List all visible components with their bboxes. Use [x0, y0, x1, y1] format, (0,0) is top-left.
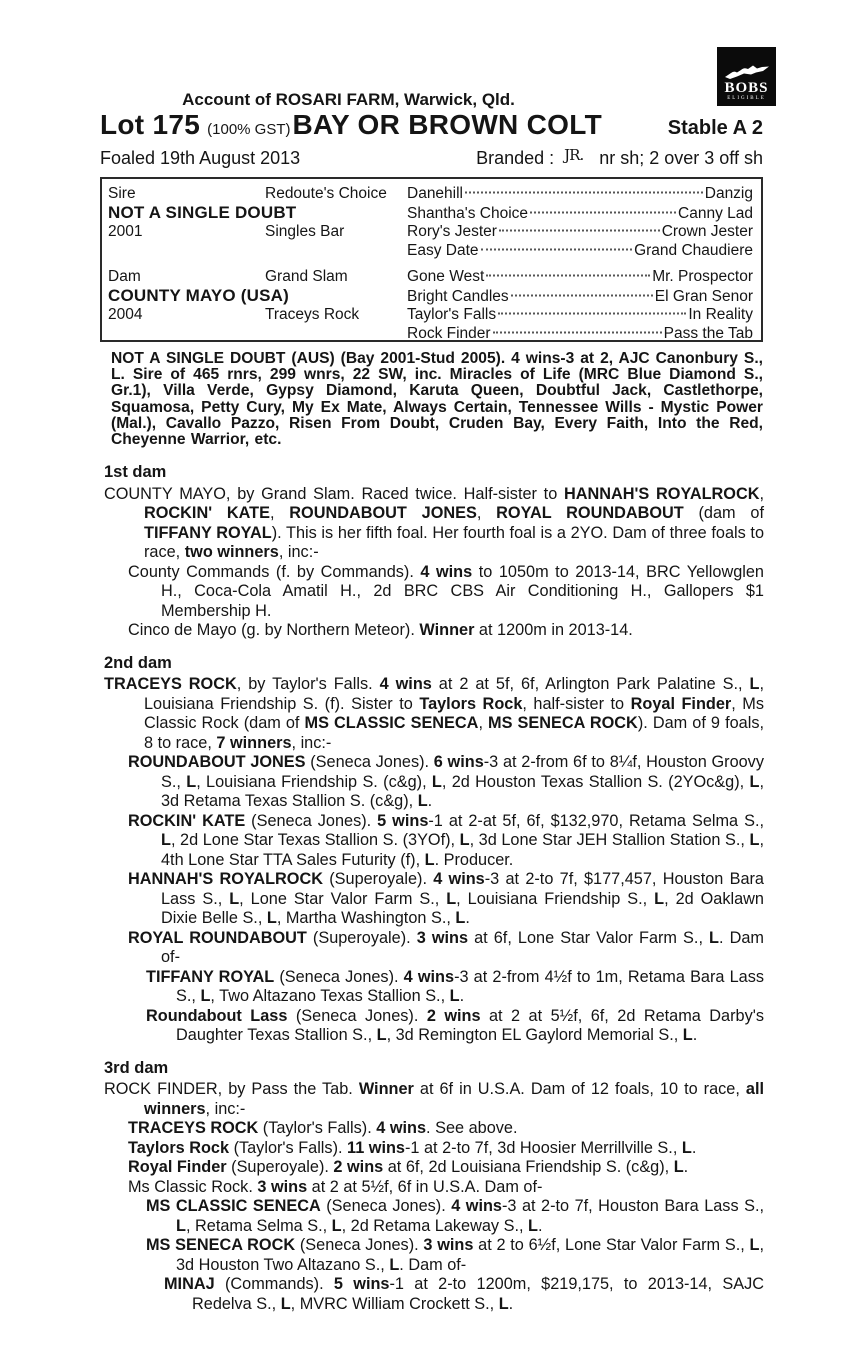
pedigree-parent-cell: Redoute's Choice: [265, 185, 387, 202]
pedigree-note-paragraph: [104, 1080, 764, 1119]
text-segment: , 3d Houston Two Altazano S.,: [176, 1236, 764, 1274]
dam-section-heading: 2nd dam: [104, 653, 172, 672]
bold-text: L: [229, 889, 240, 908]
bold-text: L: [431, 772, 442, 791]
bold-text: Winner: [358, 1080, 414, 1098]
pedigree-row: [108, 324, 753, 343]
bold-text: L: [681, 1138, 692, 1157]
pedigree-parent-cell: Singles Bar: [265, 223, 345, 240]
ancestor-sire-name: Grand Chaudiere: [634, 242, 753, 259]
bold-text: L: [449, 987, 460, 1005]
brand-mark: JR.: [564, 146, 584, 164]
pedigree-note-paragraph: [104, 1275, 764, 1314]
text-segment: ). Dam of 9 foals, 8 to race,: [144, 714, 764, 752]
text-segment: (Taylor's Falls).: [229, 1138, 348, 1157]
text-segment: Cinco de Mayo (g. by Northern Meteor).: [128, 621, 420, 639]
bold-text: 4 wins: [379, 675, 432, 693]
text-segment: -3 at 2-to 7f, $177,457, Houston Bara Lass S.,: [161, 870, 764, 908]
text-segment: (Commands).: [214, 1275, 334, 1293]
leader-dots: [511, 295, 653, 297]
pedigree-note-paragraph: [104, 485, 764, 563]
pedigree-note-paragraph: [104, 1236, 764, 1275]
text-segment: -3 at 2-from 4½f to 1m, Retama Bara Lass S.,: [176, 967, 764, 1005]
bold-text: L: [749, 831, 760, 849]
dam-section: [104, 654, 764, 1046]
text-segment: at 2 to 6½f, Lone Star Valor Farm S.,: [473, 1236, 750, 1254]
dam-section-heading: 1st dam: [104, 463, 167, 481]
pedigree-note-paragraph: [104, 929, 764, 968]
text-segment: (Seneca Jones).: [245, 811, 378, 830]
text-segment: , Two Altazano Texas Stallion S.,: [210, 987, 450, 1005]
pedigree-note-paragraph: [104, 1178, 764, 1198]
ancestor-sire-name: In Reality: [688, 306, 753, 323]
pedigree-grandparent-cell: [407, 305, 753, 324]
bold-text: HANNAH'S ROYALROCK: [128, 870, 323, 888]
text-segment: , Louisiana Friendship S. (c&g),: [196, 772, 432, 791]
leader-dots: [493, 332, 662, 334]
text-segment: . Dam of-: [161, 928, 764, 966]
sire-summary-paragraph: NOT A SINGLE DOUBT (AUS) (Bay 2001-Stud 2005). 4 wins-3 at 2, AJC Canonbury S., L. Sire of 465 rnrs, 299 wnrs, 22 SW, inc. Miracles of Life (MRC Blue Diamond S., Gr.1), Villa Verde, Gypsy Diamond, Karuta Queen, Doubtful Jack, Castlethorpe, Squamosa, Petty Cury, My Ex Mate, Always Certain, Tennessee Wills - Mystic Power (Mal.), Cavallo Pazzo, Risen From Doubt, Cruden Bay, Every Faith, Into the Red, Cheyenne Warrior, etc.: [111, 350, 763, 449]
pedigree-grandparent-cell: [407, 222, 753, 241]
text-segment: (dam of: [683, 504, 764, 522]
account-line: Account of ROSARI FARM, Warwick, Qld.: [182, 90, 515, 109]
bold-text: 3 wins: [423, 1236, 474, 1254]
pedigree-note-paragraph: [104, 1197, 764, 1236]
foaled-line: [100, 148, 763, 169]
ancestor-name: Taylor's Falls: [407, 306, 497, 323]
bold-text: 4 wins: [451, 1197, 502, 1215]
text-segment: , Lone Star Valor Farm S.,: [239, 889, 447, 908]
text-segment: (Superoyale).: [322, 870, 434, 888]
pedigree-parent-cell: Grand Slam: [265, 268, 348, 285]
pedigree-name-cell: NOT A SINGLE DOUBT: [108, 203, 297, 222]
bold-text: MS CLASSIC SENECA: [146, 1197, 321, 1215]
ancestor-sire-name: El Gran Senor: [654, 288, 753, 305]
text-segment: , Martha Washington S.,: [276, 909, 456, 927]
text-segment: County Commands (f. by Commands).: [128, 562, 421, 581]
branded-group: [476, 148, 763, 169]
pedigree-row: [108, 267, 753, 286]
bold-text: 4 wins: [420, 562, 473, 581]
text-segment: . Dam of-: [399, 1255, 467, 1274]
text-segment: ,: [269, 504, 290, 522]
bold-text: L: [498, 1294, 509, 1313]
text-segment: .: [537, 1216, 543, 1235]
pedigree-name-cell: Dam: [108, 268, 141, 285]
pedigree-note-paragraph: [104, 1007, 764, 1046]
pedigree-name-cell: COUNTY MAYO (USA): [108, 286, 289, 305]
pedigree-row: [108, 184, 753, 203]
ancestor-sire-name: Canny Lad: [678, 205, 753, 222]
text-segment: , Retama Selma S.,: [185, 1216, 332, 1235]
bold-text: ROCKIN' KATE: [128, 811, 246, 830]
text-segment: , 3d Retama Texas Stallion S. (c&g),: [161, 772, 764, 810]
leader-dots: [498, 313, 686, 315]
bold-text: L: [186, 772, 197, 791]
text-segment: , 3d Lone Star JEH Stallion Station S.,: [469, 831, 750, 849]
bold-text: L: [389, 1255, 400, 1274]
text-segment: to 1050m to 2013-14, BRC Yellowglen H., Coca-Cola Amatil H., 2d BRC CBS Air Conditioning H., Gallopers $1 Membership H.: [161, 562, 764, 620]
text-segment: , Louisiana Friendship S.,: [456, 889, 655, 908]
text-segment: , MVRC William Crockett S.,: [290, 1294, 499, 1313]
bold-text: L: [749, 1236, 760, 1254]
text-segment: .: [427, 792, 433, 810]
branded-label: Branded :: [476, 148, 555, 168]
bold-text: Winner: [419, 621, 475, 639]
bold-text: 11 wins: [347, 1138, 405, 1157]
text-segment: (Seneca Jones).: [287, 1006, 427, 1025]
pedigree-note-paragraph: [104, 675, 764, 753]
bold-text: HANNAH'S ROYALROCK: [564, 484, 760, 503]
bold-text: 4 wins: [376, 1119, 427, 1137]
leader-dots: [465, 192, 703, 194]
pedigree-rows: [108, 184, 753, 343]
pedigree-row: [108, 286, 753, 305]
bold-text: 3 wins: [257, 1177, 308, 1196]
text-segment: , 2d Oaklawn Dixie Belle S.,: [161, 889, 764, 927]
text-segment: , 4th Lone Star TTA Sales Futurity (f),: [161, 831, 764, 869]
bold-text: ROCKIN' KATE: [144, 504, 270, 522]
text-segment: ). This is her fifth foal. Her fourth foal is a 2YO. Dam of three foals to race,: [144, 523, 765, 561]
bold-text: L: [749, 772, 760, 791]
pedigree-note-paragraph: [104, 968, 764, 1007]
pedigree-grandparent-cell: [407, 241, 753, 260]
bold-text: L: [455, 909, 466, 927]
lot-title-line: [100, 109, 763, 141]
leader-dots: [530, 212, 676, 214]
text-segment: (Superoyale).: [306, 928, 417, 947]
ancestor-name: Shantha's Choice: [407, 205, 529, 222]
text-segment: Ms Classic Rock.: [128, 1177, 258, 1196]
pedigree-note-paragraph: [104, 1158, 764, 1178]
lot-number: Lot 175: [100, 109, 201, 140]
stable-label: Stable A 2: [667, 117, 763, 139]
bold-text: L: [161, 831, 171, 849]
text-segment: . See above.: [426, 1119, 518, 1137]
text-segment: (Taylor's Falls).: [258, 1119, 377, 1137]
bold-text: L: [654, 889, 665, 908]
bold-text: ROYAL ROUNDABOUT: [496, 504, 684, 522]
bold-text: L: [417, 792, 428, 810]
text-segment: ,: [759, 484, 764, 503]
text-segment: , Louisiana Friendship S. (f). Sister to: [144, 675, 764, 713]
pedigree-grandparent-cell: [407, 324, 753, 343]
pedigree-grandparent-cell: [407, 267, 753, 286]
bold-text: L: [176, 1216, 186, 1235]
bold-text: L: [709, 928, 719, 947]
pedigree-row: [108, 222, 753, 241]
bold-text: L: [266, 909, 277, 927]
text-segment: , inc:-: [278, 543, 319, 561]
bold-text: MS SENECA ROCK: [146, 1236, 296, 1254]
text-segment: -3 at 2-from 6f to 8¼f, Houston Groovy S.,: [161, 753, 764, 791]
text-segment: , 2d Lone Star Texas Stallion S. (3YOf),: [170, 831, 460, 849]
bold-text: L: [200, 987, 211, 1005]
bold-text: Roundabout Lass: [146, 1006, 288, 1025]
ancestor-sire-name: Danzig: [704, 185, 753, 202]
text-segment: .: [465, 909, 470, 927]
bold-text: L: [682, 1026, 693, 1044]
pedigree-grandparent-cell: [407, 204, 753, 223]
pedigree-note-paragraph: [104, 621, 764, 641]
pedigree-grandparent-cell: [407, 184, 753, 203]
text-segment: . Producer.: [434, 850, 514, 869]
text-segment: at 6f in U.S.A. Dam of 12 foals, 10 to race,: [413, 1080, 746, 1098]
text-segment: .: [691, 1138, 697, 1157]
pedigree-row: [108, 305, 753, 324]
foaled-date: Foaled 19th August 2013: [100, 148, 301, 168]
text-segment: -1 at 2-to 7f, 3d Hoosier Merrillville S.,: [404, 1138, 682, 1157]
pedigree-note-paragraph: [104, 1119, 764, 1139]
text-segment: ,: [478, 714, 489, 732]
text-segment: ,: [476, 504, 497, 522]
bobs-logo-word: BOBS: [724, 80, 769, 96]
text-segment: , Ms Classic Rock (dam of: [144, 694, 764, 732]
gst-note: (100% GST): [207, 121, 291, 138]
text-segment: , 2d Retama Lakeway S.,: [341, 1216, 529, 1235]
pedigree-table: [100, 177, 763, 342]
leader-dots: [486, 275, 650, 277]
ancestor-sire-name: Pass the Tab: [663, 325, 753, 342]
text-segment: -3 at 2-to 7f, Houston Bara Lass S.,: [502, 1197, 764, 1215]
dam-sections: [104, 463, 764, 1314]
bold-text: TIFFANY ROYAL: [144, 523, 272, 542]
text-segment: at 2 at 5½f, 6f in U.S.A. Dam of-: [307, 1177, 543, 1196]
bold-text: Royal Finder: [630, 694, 732, 713]
page-title: BAY OR BROWN COLT: [292, 109, 602, 140]
bold-text: TRACEYS ROCK: [104, 675, 237, 693]
text-segment: at 2 at 5f, 6f, Arlington Park Palatine S.,: [431, 675, 750, 693]
horse-jockey-icon: [724, 64, 770, 81]
bold-text: Taylors Rock: [128, 1138, 230, 1157]
bold-text: 3 wins: [416, 928, 469, 947]
ancestor-sire-name: Crown Jester: [661, 223, 753, 240]
ancestor-name: Easy Date: [407, 242, 479, 259]
pedigree-note-paragraph: [104, 812, 764, 871]
bold-text: TRACEYS ROCK: [128, 1119, 259, 1137]
text-segment: (Seneca Jones).: [320, 1197, 452, 1215]
dam-section: [104, 463, 764, 641]
pedigree-note-paragraph: [104, 563, 764, 622]
text-segment: , half-sister to: [522, 694, 631, 713]
bold-text: L: [331, 1216, 342, 1235]
pedigree-parent-cell: Traceys Rock: [265, 306, 360, 323]
bold-text: all winners: [144, 1080, 764, 1118]
bold-text: 2 wins: [333, 1158, 384, 1176]
pedigree-name-cell: 2001: [108, 223, 143, 240]
bold-text: L: [424, 850, 435, 869]
text-segment: at 6f, Lone Star Valor Farm S.,: [468, 928, 710, 947]
text-segment: at 1200m in 2013-14.: [474, 621, 633, 639]
bold-text: Royal Finder: [128, 1158, 227, 1176]
bold-text: 6 wins: [433, 753, 484, 771]
pedigree-note-paragraph: [104, 870, 764, 929]
text-segment: at 6f, 2d Louisiana Friendship S. (c&g),: [383, 1158, 674, 1176]
bold-text: MS SENECA ROCK: [488, 714, 638, 732]
text-segment: COUNTY MAYO, by Grand Slam. Raced twice. Half-sister to: [104, 484, 565, 503]
bold-text: L: [749, 675, 760, 693]
text-segment: , 2d Houston Texas Stallion S. (2YOc&g),: [441, 772, 750, 791]
pedigree-note-paragraph: [104, 753, 764, 812]
ancestor-sire-name: Mr. Prospector: [652, 268, 753, 285]
bold-text: 7 winners: [216, 733, 292, 752]
bold-text: L: [459, 831, 470, 849]
bobs-logo: [717, 47, 776, 106]
pedigree-row: [108, 203, 753, 222]
bold-text: TIFFANY ROYAL: [146, 967, 275, 986]
text-segment: , by Taylor's Falls.: [236, 675, 380, 693]
ancestor-name: Bright Candles: [407, 288, 509, 305]
ancestor-name: Rory's Jester: [407, 223, 497, 240]
text-segment: .: [459, 987, 465, 1005]
dam-section: [104, 1059, 764, 1315]
bobs-logo-subtext: ELIGIBLE: [727, 96, 766, 101]
text-segment: (Seneca Jones).: [295, 1236, 424, 1254]
bold-text: 5 wins: [333, 1275, 390, 1293]
text-segment: ROCK FINDER, by Pass the Tab.: [104, 1080, 359, 1098]
text-segment: (Seneca Jones).: [305, 753, 434, 771]
pedigree-note-paragraph: [104, 1139, 764, 1159]
text-segment: , inc:-: [205, 1099, 246, 1118]
text-segment: , 3d Remington EL Gaylord Memorial S.,: [386, 1026, 683, 1044]
pedigree-grandparent-cell: [407, 287, 753, 306]
dam-section-heading: 3rd dam: [104, 1058, 169, 1077]
bold-text: L: [446, 889, 457, 908]
text-segment: , inc:-: [291, 733, 332, 752]
bold-text: L: [673, 1158, 684, 1176]
text-segment: (Seneca Jones).: [274, 967, 404, 986]
bold-text: ROUNDABOUT JONES: [128, 753, 306, 771]
ancestor-name: Danehill: [407, 185, 464, 202]
bold-text: MS CLASSIC SENECA: [304, 714, 479, 732]
bold-text: MINAJ: [164, 1275, 215, 1293]
bold-text: 5 wins: [377, 811, 429, 830]
ancestor-name: Gone West: [407, 268, 485, 285]
bold-text: two winners: [184, 543, 279, 561]
text-segment: at 2 at 5½f, 6f, 2d Retama Darby's Daughter Texas Stallion S.,: [176, 1006, 764, 1044]
pedigree-name-cell: 2004: [108, 306, 143, 323]
leader-dots: [481, 249, 633, 251]
bold-text: 2 wins: [426, 1006, 481, 1025]
text-segment: (Superoyale).: [226, 1158, 334, 1176]
bold-text: L: [280, 1294, 291, 1313]
bold-text: ROYAL ROUNDABOUT: [128, 928, 307, 947]
ancestor-name: Rock Finder: [407, 325, 491, 342]
brand-location: nr sh; 2 over 3 off sh: [599, 148, 763, 168]
text-segment: -1 at 2-at 5f, 6f, $132,970, Retama Selma S.,: [428, 811, 764, 830]
text-segment: .: [683, 1158, 689, 1176]
bold-text: L: [528, 1216, 538, 1235]
text-segment: -1 at 2-to 1200m, $219,175, to 2013-14, SAJC Redelva S.,: [192, 1275, 764, 1313]
pedigree-name-cell: Sire: [108, 185, 136, 202]
pedigree-row: [108, 241, 753, 260]
bold-text: 4 wins: [403, 967, 455, 986]
text-segment: .: [692, 1026, 698, 1044]
bold-text: Taylors Rock: [419, 694, 523, 713]
bold-text: L: [376, 1026, 387, 1044]
text-segment: .: [508, 1294, 514, 1313]
bold-text: ROUNDABOUT JONES: [289, 504, 477, 522]
bold-text: 4 wins: [433, 870, 485, 888]
leader-dots: [499, 230, 660, 232]
